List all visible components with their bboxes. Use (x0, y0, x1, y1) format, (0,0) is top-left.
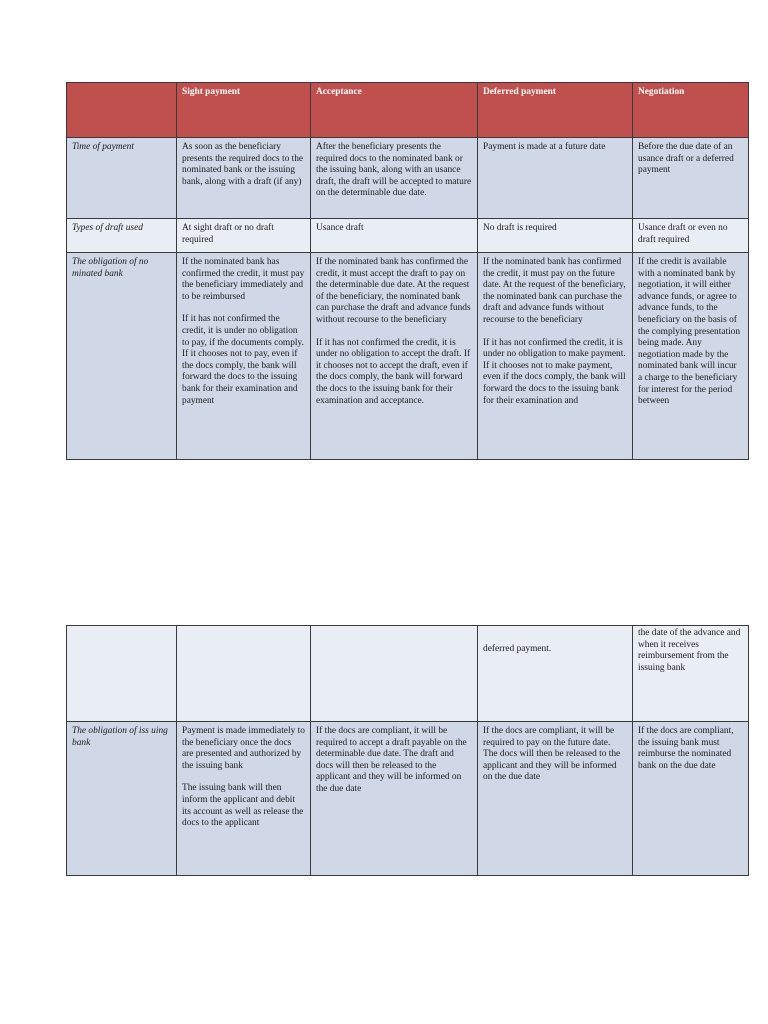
table-row-types-of-draft (67, 219, 749, 253)
row-heading (67, 626, 177, 722)
cell-text: If the nominated bank has confirmed the credit, it must accept the draft to pay on the determinable due date. At the request of the beneficiary, the nominated bank can purchase the draft and advance funds without recourse to the beneficiary (316, 257, 471, 325)
cell-text: Usance draft or even no draft required (638, 223, 728, 245)
table-cell (478, 219, 633, 253)
table-cell (633, 722, 749, 876)
table-row-obligation-nominated-bank (67, 253, 749, 460)
table-cell (633, 138, 749, 219)
table-cell (177, 722, 311, 876)
cell-text: Payment is made at a future date (483, 142, 606, 152)
table-cell (478, 626, 633, 722)
table-cell (311, 253, 478, 460)
table-cell (478, 138, 633, 219)
cell-text: Usance draft (316, 223, 364, 233)
table-header-row (67, 83, 749, 138)
table-cell (478, 253, 633, 460)
cell-text: The issuing bank will then inform the applicant and debit its account as well as release the docs to the applicant (182, 783, 304, 829)
header-cell-deferred-payment: Deferred payment (478, 83, 633, 138)
row-heading: Types of draft used (67, 219, 177, 253)
row-heading: Time of payment (67, 138, 177, 219)
table-row-time-of-payment (67, 138, 749, 219)
cell-text: If the credit is available with a nominated bank by negotiation, it will either advance funds, or agree to advance funds, to the beneficiary on the basis of the complying presentation being made. Any negotiation made by the nominated bank will incur a charge to the beneficiary for interest for the period between (638, 257, 741, 407)
cell-text: If the docs are compliant, it will be required to accept a draft payable on the determinable due date. The draft and docs will then be released to the applicant and they will be informed on the due date (316, 726, 467, 794)
cell-text: After the beneficiary presents the required docs to the nominated bank or the issuing bank, along with an usance draft, the draft will be accepted to mature on the determinable due date. (316, 142, 472, 199)
cell-text: If the nominated bank has confirmed the credit, it must pay the beneficiary immediately and to be reimbursed (182, 257, 305, 302)
cell-text: As soon as the beneficiary presents the required docs to the nominated bank or the issuing bank, along with a draft (if any) (182, 142, 304, 187)
cell-text: deferred payment. (483, 644, 552, 654)
table-cell (177, 626, 311, 722)
cell-text: the date of the advance and when it receives reimbursement from the issuing bank (638, 628, 741, 673)
table-cell (633, 219, 749, 253)
row-heading: The obligation of no minated bank (67, 253, 177, 460)
table-cell (633, 626, 749, 722)
table-cell (311, 626, 478, 722)
cell-text: If the docs are compliant, it will be required to pay on the future date. The docs will then be released to the applicant and they will be informed on the due date (483, 726, 621, 783)
cell-text: If the docs are compliant, the issuing bank must reimburse the nominated bank on the due date (638, 726, 734, 771)
cell-text: If the nominated bank has confirmed the credit, it must pay on the future date. At the request of the beneficiary, the nominated bank can purchase the draft and advance funds without recourse to the beneficiary (483, 257, 626, 325)
table-cell (177, 138, 311, 219)
table-cell (311, 138, 478, 219)
table-cell (177, 253, 311, 460)
cell-text: Payment is made immediately to the beneficiary once the docs are presented and authorized by the issuing bank (182, 726, 305, 771)
table-cell (478, 722, 633, 876)
header-cell-acceptance: Acceptance (311, 83, 478, 138)
header-cell-empty (67, 83, 177, 138)
header-cell-sight-payment: Sight payment (177, 83, 311, 138)
comparison-table-part-1 (66, 82, 749, 460)
cell-text: If it has not confirmed the credit, it is under no obligation to make payment. If it chooses not to make payment, even if the docs comply, the bank will forward the docs to the issuing bank for their examination and (483, 337, 626, 406)
table-cell (633, 253, 749, 460)
cell-text: If it has not confirmed the credit, it is under no obligation to accept the draft. If it chooses not to accept the draft, even if the docs comply, the bank will forward the docs to the issuing bank for their examination and acceptance. (316, 337, 471, 406)
cell-text: No draft is required (483, 223, 557, 233)
table-row-continuation (67, 626, 749, 722)
row-heading: The obligation of iss uing bank (67, 722, 177, 876)
table-row-obligation-issuing-bank (67, 722, 749, 876)
header-cell-negotiation: Negotiation (633, 83, 749, 138)
comparison-table-part-2 (66, 625, 749, 876)
table-cell (311, 219, 478, 253)
cell-text: At sight draft or no draft required (182, 223, 274, 245)
table-cell (177, 219, 311, 253)
table-cell (311, 722, 478, 876)
cell-text: Before the due date of an usance draft or a deferred payment (638, 142, 734, 176)
cell-text: If it has not confirmed the credit, it is under no obligation to pay, if the documents comply. If it chooses not to pay, even if the docs comply, the bank will forward the docs to the issuing bank for their examination and payment (182, 314, 304, 406)
